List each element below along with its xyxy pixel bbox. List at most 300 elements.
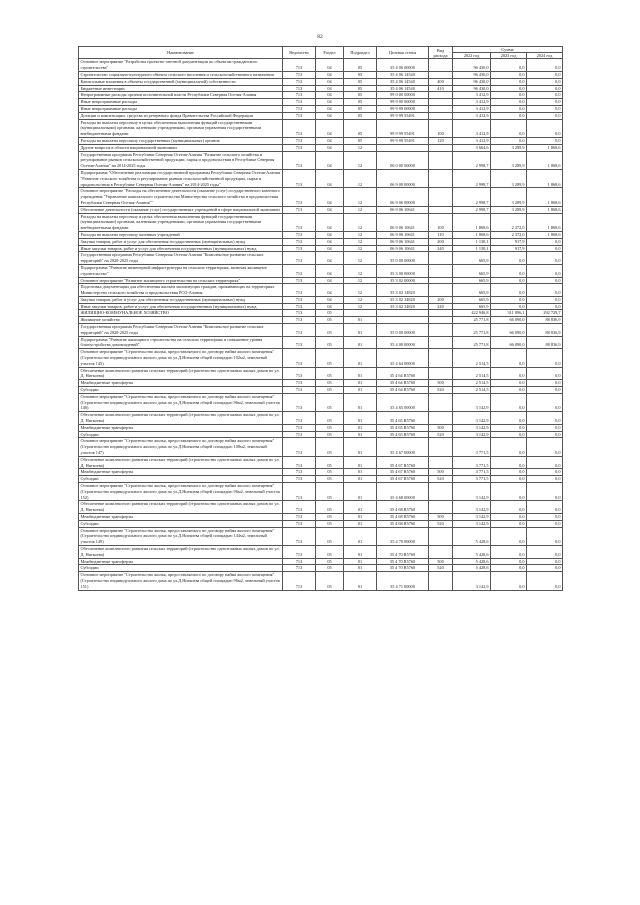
cell-expense-type [429, 72, 453, 79]
cell-ministry: 713 [283, 144, 316, 151]
cell-ministry: 713 [283, 412, 316, 425]
cell-year-2022: 3 771,5 [453, 469, 491, 476]
cell-subsection: 01 [344, 367, 377, 380]
cell-expense-type: 500 [429, 380, 453, 387]
cell-name: Межбюджетные трансферты [79, 424, 283, 431]
cell-expense-type: 400 [429, 78, 453, 85]
cell-subsection: 12 [344, 277, 377, 284]
cell-subsection: 01 [344, 349, 377, 367]
cell-ministry: 713 [283, 565, 316, 572]
cell-year-2022: 3 412,9 [453, 92, 491, 99]
cell-expense-type [429, 483, 453, 501]
cell-target: 35 4 68 00000 [377, 483, 429, 501]
cell-year-2022: 3 771,5 [453, 456, 491, 469]
cell-year-2023: 0,0 [491, 387, 527, 394]
cell-year-2022: 96 430,0 [453, 78, 491, 85]
cell-ministry: 713 [283, 137, 316, 144]
cell-year-2024: 0,0 [527, 431, 563, 438]
cell-subsection: 01 [344, 545, 377, 558]
cell-year-2024: 0,0 [527, 85, 563, 92]
cell-ministry: 713 [283, 572, 316, 590]
cell-subsection: 01 [344, 527, 377, 545]
cell-ministry: 713 [283, 245, 316, 252]
cell-subsection: 12 [344, 296, 377, 303]
cell-subsection: 01 [344, 387, 377, 394]
cell-name: Государственная программа Республики Северная Осетия-Алания "Развитие сельского хозяйства и регулирование рынков сельскохозяйственной продукции, сырья и продовольствия в Республике Северная Осетия-Алания" на 2014-2025 годы [79, 151, 283, 169]
cell-year-2023: 0,0 [491, 72, 527, 79]
cell-year-2022: 665,9 [453, 264, 491, 277]
cell-subsection: 12 [344, 238, 377, 245]
cell-year-2024: 0,0 [527, 245, 563, 252]
cell-target: 35 0 00 00000 [377, 252, 429, 265]
cell-name: Основное мероприятие "Строительство жилья, предоставляемого по договору найма жилого помещения" (Строительство индивидуального жилого дома по ул.Д.Нигкоева общей площадью 102м2, земельный участок 145) [79, 349, 283, 367]
cell-target: 99 9 99 55491 [377, 119, 429, 137]
cell-ministry: 713 [283, 438, 316, 456]
cell-expense-type: 520 [429, 431, 453, 438]
header-ministry: Ведомство [283, 47, 316, 59]
cell-year-2024: 0,0 [527, 137, 563, 144]
cell-year-2022: 3 142,9 [453, 393, 491, 411]
cell-ministry: 713 [283, 72, 316, 79]
cell-section: 05 [316, 349, 344, 367]
cell-section: 04 [316, 284, 344, 297]
cell-expense-type: 100 [429, 119, 453, 137]
cell-expense-type [429, 277, 453, 284]
cell-ministry: 713 [283, 456, 316, 469]
cell-name: Подпрограмма "Развитие жилищного строительства на сельских территориях и повышение уровня благоустройства домовладений" [79, 336, 283, 349]
cell-section: 04 [316, 277, 344, 284]
cell-subsection: 12 [344, 144, 377, 151]
cell-section: 05 [316, 520, 344, 527]
cell-year-2022: 3 142,9 [453, 572, 491, 590]
cell-name: Основное мероприятие "Строительство жилья, предоставляемого по договору найма жилого помещения" (Строительство индивидуального жилого дома по ул.Д.Нигкоева общей площадью 96м2, земельный участок 152) [79, 483, 283, 501]
cell-year-2022: 665,9 [453, 252, 491, 265]
table-row [79, 303, 563, 310]
cell-ministry: 713 [283, 78, 316, 85]
cell-target: 35 3 02 14820 [377, 296, 429, 303]
cell-subsection: 05 [344, 119, 377, 137]
cell-expense-type [429, 438, 453, 456]
cell-year-2023: 0,0 [491, 424, 527, 431]
cell-name: Обеспечение комплексного развития сельских территорий (строительство одноэтажных жилых домов по ул. Д. Нигкоева) [79, 367, 283, 380]
cell-target: 35 4 06 14540 [377, 78, 429, 85]
cell-target: 35 4 67 R5760 [377, 476, 429, 483]
cell-year-2022: 3 412,9 [453, 99, 491, 106]
cell-section: 04 [316, 206, 344, 213]
table-row [79, 206, 563, 213]
cell-name: Закупка товаров, работ и услуг для обеспечения государственных (муниципальных) нужд [79, 238, 283, 245]
cell-year-2023: 0,0 [491, 296, 527, 303]
table-row [79, 277, 563, 284]
cell-section: 04 [316, 72, 344, 79]
cell-year-2024: 0,0 [527, 78, 563, 85]
cell-name: Основное мероприятие "Строительство жилья, предоставляемого по договору найма жилого помещения" (Строительство индивидуального жилого дома по ул.Д.Нигкоева общей площадью 96м2, земельный участок 151) [79, 572, 283, 590]
cell-expense-type [429, 310, 453, 317]
cell-section: 05 [316, 572, 344, 590]
cell-subsection: 01 [344, 438, 377, 456]
cell-subsection: 01 [344, 424, 377, 431]
cell-subsection: 01 [344, 558, 377, 565]
cell-target: 35 4 70 R5760 [377, 558, 429, 565]
cell-year-2022: 3 142,9 [453, 513, 491, 520]
cell-section: 04 [316, 105, 344, 112]
table-row [79, 317, 563, 324]
cell-year-2022: 1 130,1 [453, 245, 491, 252]
cell-name: Субсидии [79, 431, 283, 438]
table-header [79, 47, 563, 59]
table-row [79, 213, 563, 231]
cell-name: Закупка товаров, работ и услуг для обеспечения государственных (муниципальных) нужд [79, 296, 283, 303]
cell-section: 04 [316, 59, 344, 72]
cell-section: 04 [316, 144, 344, 151]
cell-target: 35 4 68 R5760 [377, 501, 429, 514]
cell-ministry: 713 [283, 431, 316, 438]
cell-ministry: 713 [283, 380, 316, 387]
cell-ministry: 713 [283, 336, 316, 349]
cell-subsection: 01 [344, 469, 377, 476]
cell-year-2023: 917,9 [491, 245, 527, 252]
cell-year-2023: 0,0 [491, 112, 527, 119]
cell-section: 05 [316, 513, 344, 520]
cell-year-2024: 0,0 [527, 349, 563, 367]
cell-year-2024: 0,0 [527, 92, 563, 99]
table-row [79, 456, 563, 469]
cell-expense-type [429, 317, 453, 324]
header-year-2024: 2024 год [527, 53, 563, 59]
table-row [79, 387, 563, 394]
cell-section: 04 [316, 264, 344, 277]
cell-subsection: 12 [344, 303, 377, 310]
cell-expense-type [429, 144, 453, 151]
cell-target: 06 9 06 10641 [377, 231, 429, 238]
cell-year-2022: 2 998,7 [453, 188, 491, 206]
cell-expense-type [429, 151, 453, 169]
cell-year-2023: 0,0 [491, 349, 527, 367]
cell-ministry: 713 [283, 59, 316, 72]
cell-subsection: 12 [344, 264, 377, 277]
cell-year-2023: 0,0 [491, 393, 527, 411]
cell-year-2023: 0,0 [491, 456, 527, 469]
cell-year-2022: 3 142,9 [453, 501, 491, 514]
cell-name: Жилищное хозяйство [79, 317, 283, 324]
cell-name: Основное мероприятие "Разработка проектно-сметной документации по объектам гражданского строительства" [79, 59, 283, 72]
cell-expense-type [429, 367, 453, 380]
cell-year-2024: 0,0 [527, 238, 563, 245]
cell-year-2024: 0,0 [527, 296, 563, 303]
cell-section: 04 [316, 119, 344, 137]
table-row [79, 336, 563, 349]
cell-target: 35 4 06 00000 [377, 59, 429, 72]
cell-target: 35 4 67 R5760 [377, 456, 429, 469]
cell-year-2023: 0,0 [491, 558, 527, 565]
cell-expense-type: 100 [429, 213, 453, 231]
cell-expense-type: 520 [429, 565, 453, 572]
cell-year-2024: 0,0 [527, 424, 563, 431]
cell-target [377, 144, 429, 151]
cell-ministry: 713 [283, 393, 316, 411]
cell-target: 35 4 70 R5760 [377, 545, 429, 558]
table-row [79, 59, 563, 72]
table-row [79, 144, 563, 151]
cell-name: Иные непрограммные расходы [79, 99, 283, 106]
cell-year-2024: 0,0 [527, 112, 563, 119]
cell-subsection [344, 310, 377, 317]
cell-year-2023: 0,0 [491, 137, 527, 144]
cell-section: 04 [316, 213, 344, 231]
cell-subsection: 05 [344, 72, 377, 79]
cell-year-2024: 1 868,6 [527, 151, 563, 169]
table-row [79, 169, 563, 187]
cell-year-2024: 0,0 [527, 252, 563, 265]
table-row [79, 284, 563, 297]
cell-subsection: 01 [344, 501, 377, 514]
cell-year-2023: 0,0 [491, 469, 527, 476]
cell-ministry: 713 [283, 469, 316, 476]
cell-year-2023: 66 090,0 [491, 324, 527, 337]
cell-target: 35 4 71 00000 [377, 572, 429, 590]
cell-expense-type [429, 336, 453, 349]
header-target: Целевая статья [377, 47, 429, 59]
cell-ministry: 713 [283, 296, 316, 303]
cell-section: 04 [316, 92, 344, 99]
cell-year-2023: 0,0 [491, 119, 527, 137]
cell-name: Обеспечение комплексного развития сельских территорий (строительство одноэтажных жилых домов по ул. Д. Нигкоева) [79, 501, 283, 514]
cell-section: 05 [316, 431, 344, 438]
cell-year-2022: 665,9 [453, 303, 491, 310]
cell-year-2024: 0,0 [527, 572, 563, 590]
cell-year-2023: 0,0 [491, 264, 527, 277]
cell-expense-type: 200 [429, 296, 453, 303]
cell-target: 35 3 02 14820 [377, 284, 429, 297]
cell-ministry: 713 [283, 277, 316, 284]
cell-year-2023: 0,0 [491, 527, 527, 545]
cell-name: Основное мероприятие "Строительство жилья, предоставляемого по договору найма жилого помещения" (Строительство индивидуального жилого дома по ул.Д.Нигкоева общей площадью 96м2, земельный участок 146) [79, 393, 283, 411]
cell-subsection: 05 [344, 112, 377, 119]
cell-year-2023: 0,0 [491, 92, 527, 99]
cell-target: 35 4 67 00000 [377, 438, 429, 456]
cell-subsection: 12 [344, 252, 377, 265]
cell-year-2022: 3 771,5 [453, 476, 491, 483]
cell-year-2023: 0,0 [491, 565, 527, 572]
cell-ministry: 713 [283, 213, 316, 231]
cell-name: Расходы на выплаты персоналу государственных (муниципальных) органов [79, 137, 283, 144]
table-row [79, 572, 563, 590]
cell-target: 35 3 02 14820 [377, 303, 429, 310]
cell-ministry: 713 [283, 284, 316, 297]
cell-expense-type [429, 501, 453, 514]
cell-name: Иные закупки товаров, работ и услуг для обеспечения государственных (муниципальных) нужд [79, 303, 283, 310]
cell-expense-type [429, 349, 453, 367]
cell-subsection: 05 [344, 59, 377, 72]
cell-expense-type [429, 324, 453, 337]
table-row [79, 112, 563, 119]
cell-year-2023: 0,0 [491, 431, 527, 438]
cell-subsection: 01 [344, 431, 377, 438]
cell-target: 35 4 65 R5760 [377, 431, 429, 438]
cell-target: 35 4 67 R5760 [377, 469, 429, 476]
cell-year-2024: 0,0 [527, 387, 563, 394]
cell-target: 06 9 06 10641 [377, 213, 429, 231]
cell-expense-type [429, 412, 453, 425]
table-row [79, 412, 563, 425]
cell-year-2023: 0,0 [491, 99, 527, 106]
header-section: Раздел [316, 47, 344, 59]
cell-year-2022: 665,9 [453, 284, 491, 297]
cell-subsection: 12 [344, 206, 377, 213]
table-row [79, 231, 563, 238]
cell-year-2023: 0,0 [491, 284, 527, 297]
cell-year-2022: 5 428,6 [453, 565, 491, 572]
cell-name: Основное мероприятие "Расходы на обеспечение деятельности (оказание услуг) государственного казенного учреждения "Управление капитального строительства Министерства сельского хозяйства и продовольствия Республики Северная Осетия-Алания"" [79, 188, 283, 206]
cell-target: 06 9 06 10641 [377, 206, 429, 213]
cell-year-2022: 3 412,9 [453, 112, 491, 119]
cell-year-2024: 0,0 [527, 483, 563, 501]
cell-target: 35 4 64 R5760 [377, 380, 429, 387]
table-row [79, 245, 563, 252]
table-row [79, 310, 563, 317]
cell-year-2024: 292 729,7 [527, 310, 563, 317]
cell-subsection: 05 [344, 85, 377, 92]
table-row [79, 367, 563, 380]
cell-year-2022: 25 771,8 [453, 324, 491, 337]
table-row [79, 151, 563, 169]
cell-year-2024: 0,0 [527, 456, 563, 469]
cell-section: 05 [316, 483, 344, 501]
cell-expense-type: 500 [429, 558, 453, 565]
cell-year-2024: 88 836,9 [527, 317, 563, 324]
cell-expense-type [429, 572, 453, 590]
cell-target: 35 4 06 14540 [377, 85, 429, 92]
cell-target: 35 4 00 00000 [377, 336, 429, 349]
cell-expense-type [429, 112, 453, 119]
cell-subsection: 12 [344, 231, 377, 238]
cell-section: 05 [316, 424, 344, 431]
cell-ministry: 713 [283, 112, 316, 119]
cell-name: Дотации и компенсации, средства из резервного фонда Правительства Российской Федерации [79, 112, 283, 119]
cell-section: 04 [316, 296, 344, 303]
cell-year-2023: 66 090,0 [491, 317, 527, 324]
cell-year-2024: 0,0 [527, 501, 563, 514]
cell-section: 05 [316, 367, 344, 380]
cell-expense-type: 240 [429, 303, 453, 310]
cell-year-2024: 0,0 [527, 412, 563, 425]
cell-year-2024: 1 868,6 [527, 213, 563, 231]
cell-subsection: 05 [344, 99, 377, 106]
cell-year-2023: 3 289,9 [491, 188, 527, 206]
cell-year-2024: 1 868,6 [527, 206, 563, 213]
cell-year-2024: 0,0 [527, 119, 563, 137]
cell-year-2022: 25 771,8 [453, 336, 491, 349]
cell-year-2024: 0,0 [527, 303, 563, 310]
cell-expense-type: 500 [429, 424, 453, 431]
cell-ministry: 713 [283, 520, 316, 527]
cell-year-2022: 3 412,9 [453, 137, 491, 144]
cell-subsection: 01 [344, 317, 377, 324]
cell-target: 35 4 65 00000 [377, 393, 429, 411]
cell-year-2024: 0,0 [527, 558, 563, 565]
cell-expense-type [429, 527, 453, 545]
cell-year-2022: 2 998,7 [453, 206, 491, 213]
cell-expense-type [429, 188, 453, 206]
cell-year-2023: 0,0 [491, 105, 527, 112]
cell-section: 05 [316, 558, 344, 565]
cell-target [377, 310, 429, 317]
cell-section: 05 [316, 545, 344, 558]
cell-ministry: 713 [283, 558, 316, 565]
cell-ministry: 713 [283, 151, 316, 169]
cell-year-2023: 3 289,9 [491, 169, 527, 187]
cell-ministry: 713 [283, 85, 316, 92]
table-row [79, 188, 563, 206]
table-row [79, 99, 563, 106]
cell-expense-type [429, 252, 453, 265]
cell-section: 05 [316, 456, 344, 469]
cell-year-2024: 1 868,6 [527, 144, 563, 151]
cell-target: 35 4 68 R5760 [377, 513, 429, 520]
cell-year-2023: 0,0 [491, 501, 527, 514]
cell-subsection: 01 [344, 476, 377, 483]
cell-ministry: 713 [283, 238, 316, 245]
cell-target: 99 9 99 55491 [377, 137, 429, 144]
cell-target: 99 9 99 55491 [377, 112, 429, 119]
cell-ministry: 713 [283, 264, 316, 277]
cell-year-2023: 0,0 [491, 412, 527, 425]
cell-year-2024: 0,0 [527, 527, 563, 545]
cell-target: 35 4 64 R5760 [377, 387, 429, 394]
table-row [79, 527, 563, 545]
cell-name: Межбюджетные трансферты [79, 513, 283, 520]
cell-subsection: 01 [344, 412, 377, 425]
cell-name: Подпрограмма "Развитие инженерной инфраструктуры на сельских территориях, включая жилищное строительство" [79, 264, 283, 277]
cell-ministry: 713 [283, 206, 316, 213]
cell-expense-type [429, 105, 453, 112]
table-row [79, 520, 563, 527]
cell-subsection: 12 [344, 151, 377, 169]
table-row [79, 545, 563, 558]
cell-year-2022: 96 430,0 [453, 59, 491, 72]
cell-target: 06 9 00 00000 [377, 169, 429, 187]
header-sum: Сумма [453, 47, 563, 53]
cell-year-2022: 1 868,6 [453, 231, 491, 238]
table-row [79, 105, 563, 112]
cell-year-2024: 0,0 [527, 367, 563, 380]
table-row [79, 469, 563, 476]
cell-year-2022: 2 514,5 [453, 367, 491, 380]
cell-year-2023: 66 090,0 [491, 336, 527, 349]
cell-year-2022: 25 771,8 [453, 317, 491, 324]
cell-expense-type [429, 59, 453, 72]
cell-year-2022: 3 142,9 [453, 424, 491, 431]
table-row [79, 424, 563, 431]
cell-section: 05 [316, 336, 344, 349]
cell-subsection: 05 [344, 78, 377, 85]
cell-expense-type [429, 92, 453, 99]
cell-name: Государственная программа Республики Северная Осетия-Алания "Комплексное развитие сельских территорий" на 2020-2025 годы [79, 324, 283, 337]
cell-subsection: 12 [344, 188, 377, 206]
cell-ministry: 713 [283, 252, 316, 265]
cell-section: 05 [316, 527, 344, 545]
budget-table [78, 46, 563, 591]
cell-section: 04 [316, 303, 344, 310]
cell-name: ЖИЛИЩНО-КОММУНАЛЬНОЕ ХОЗЯЙСТВО [79, 310, 283, 317]
cell-target: 35 4 65 R5760 [377, 424, 429, 431]
cell-ministry: 713 [283, 317, 316, 324]
cell-ministry: 713 [283, 310, 316, 317]
cell-year-2022: 5 428,6 [453, 527, 491, 545]
cell-year-2022: 3 142,9 [453, 520, 491, 527]
cell-subsection: 01 [344, 483, 377, 501]
cell-expense-type: 500 [429, 469, 453, 476]
